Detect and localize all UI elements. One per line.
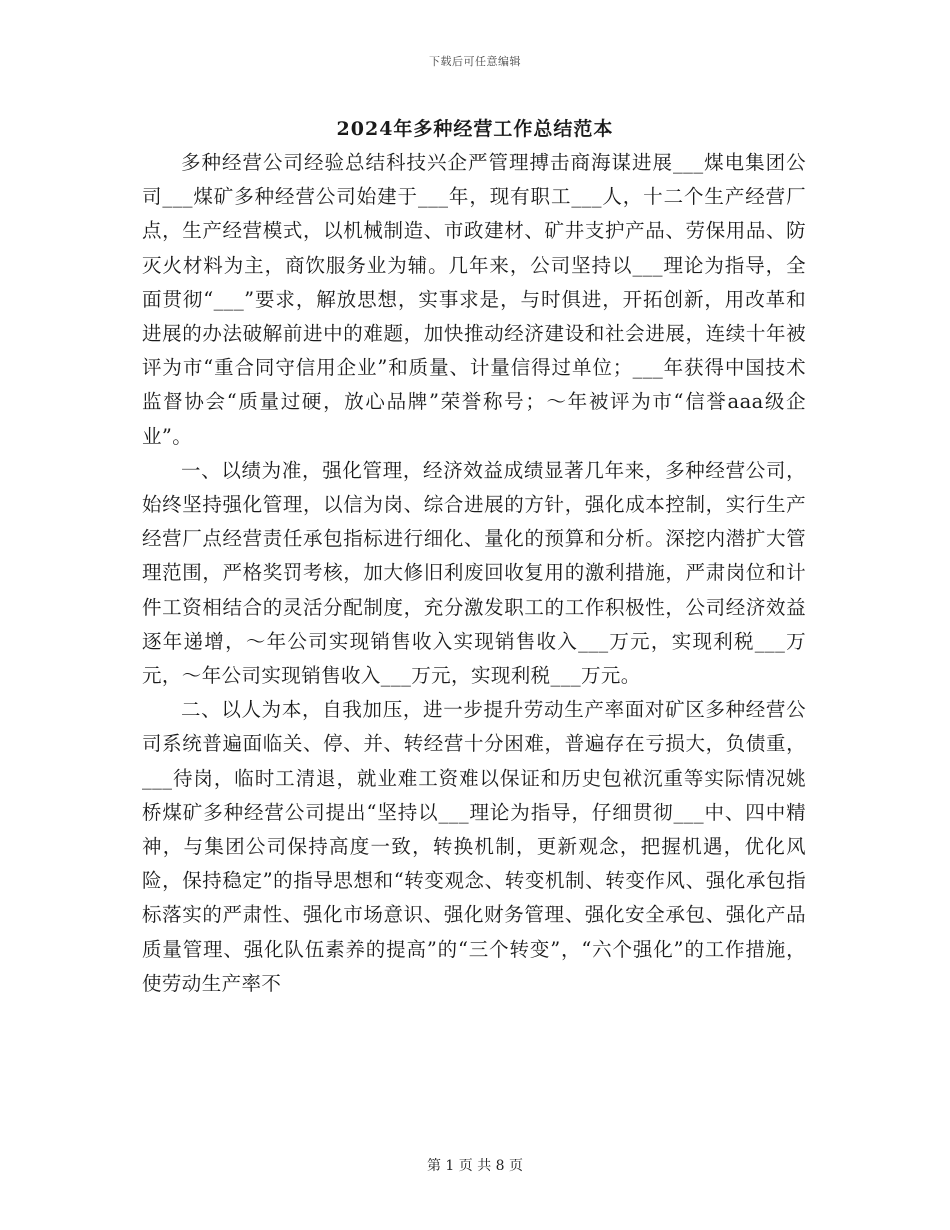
header-note: 下载后可任意编辑 bbox=[429, 55, 521, 68]
page-footer: 第 1 页 共 8 页 bbox=[426, 1158, 524, 1174]
paragraph-intro: 多种经营公司经验总结科技兴企严管理搏击商海谋进展___煤电集团公司___煤矿多种经营公司始建于___年，现有职工___人，十二个生产经营厂点，生产经营模式，以机械制造、市政建材、矿井支护产品、劳保用品、防灭火材料为主，商饮服务业为辅。几年来，公司坚持以___理论为指导，全面贯彻“___”要求，解放思想，实事求是，与时俱进，开拓创新，用改革和进展的办法破解前进中的难题，加快推动经济建设和社会进展，连续十年被评为市“重合同守信用企业”和质量、计量信得过单位；___年获得中国技术监督协会“质量过硬，放心品牌”荣誉称号；～年被评为市“信誉aaa级企业”。 bbox=[142, 151, 806, 448]
document-title: 2024年多种经营工作总结范本 bbox=[336, 118, 614, 140]
document-body bbox=[142, 146, 806, 1001]
paragraph-section-2: 二、以人为本，自我加压，进一步提升劳动生产率面对矿区多种经营公司系统普遍面临关、停、并、转经营十分困难，普遍存在亏损大，负债重，___待岗，临时工清退，就业难工资难以保证和历史包袱沉重等实际情况姚桥煤矿多种经营公司提出“坚持以___理论为指导，仔细贯彻___中、四中精神，与集团公司保持高度一致，转换机制，更新观念，把握机遇，优化风险，保持稳定”的指导思想和“转变观念、转变机制、转变作风、强化承包指标落实的严肃性、强化市场意识、强化财务管理、强化安全承包、强化产品质量管理、强化队伍素养的提高”的“三个转变”，“六个强化”的工作措施，使劳动生产率不 bbox=[142, 698, 806, 995]
paragraph-section-1: 一、以绩为准，强化管理，经济效益成绩显著几年来，多种经营公司，始终坚持强化管理，以信为岗、综合进展的方针，强化成本控制，实行生产经营厂点经营责任承包指标进行细化、量化的预算和分析。深挖内潜扩大管理范围，严格奖罚考核，加大修旧利废回收复用的激利措施，严肃岗位和计件工资相结合的灵活分配制度，充分激发职工的工作积极性，公司经济效益逐年递增，～年公司实现销售收入实现销售收入___万元，实现利税___万元，～年公司实现销售收入___万元，实现利税___万元。 bbox=[142, 458, 806, 688]
